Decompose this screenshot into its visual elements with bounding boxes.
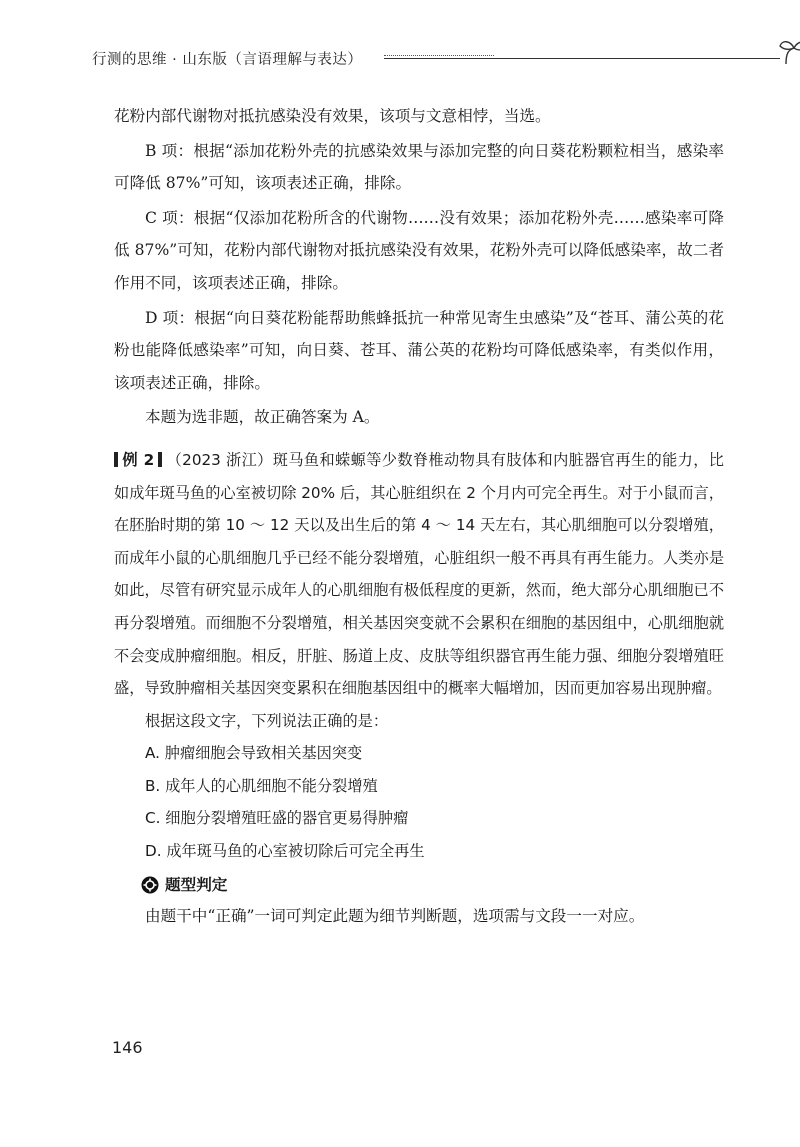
example-tag: 例 2 [122,450,155,469]
judgement-heading-text: 题型判定 [165,875,228,894]
gear-icon [141,876,159,894]
sprout-icon [778,38,800,66]
header-title: 行测的思维 · 山东版（言语理解与表达） [92,52,363,68]
option-d: D. 成年斑马鱼的心室被切除后可完全再生 [145,842,425,861]
analysis-option-b: B 项：根据“添加花粉外壳的抗感染效果与添加完整的向日葵花粉颗粒相当，感染率可降低 87%”可知，该项表述正确，排除。 [114,141,724,193]
example-bar-right [158,452,162,467]
option-b: B. 成年人的心肌细胞不能分裂增殖 [145,776,378,795]
analysis-conclusion: 本题为选非题，故正确答案为 A。 [145,408,380,427]
running-header [92,40,732,76]
judgement-text: 由题干中“正确”一词可判定此题为细节判断题，选项需与文段一一对应。 [145,906,645,925]
analysis-continuation: 花粉内部代谢物对抵抗感染没有效果，该项与文意相悖，当选。 [114,107,551,125]
example-bar-left [114,452,118,467]
example-passage [114,444,724,705]
page-content [114,100,724,932]
option-a: A. 肿瘤细胞会导致相关基因突变 [145,744,363,763]
header-rule [384,58,780,59]
analysis-option-d: D 项：根据“向日葵花粉能帮助熊蜂抵抗一种常见寄生虫感染”及“苍耳、蒲公英的花粉也能降低感染率”可知，向日葵、苍耳、蒲公英的花粉均可降低感染率，有类似作用，该项表述正确，排除。 [114,308,724,392]
example-passage-text: 斑马鱼和蝾螈等少数脊椎动物具有肢体和内脏器官再生的能力，比如成年斑马鱼的心室被切除 20% 后，其心脏组织在 2 个月内可完全再生。对于小鼠而言，在胚胎时期的第 10 ～ 12 天以及出生后的第 4 ～ 14 天左右，其心肌细胞可以分裂增殖，而成年小鼠的心肌细胞几乎已经不能分裂增殖，心脏组织一般不再具有再生能力。人类亦是如此，尽管有研究显示成年人的心肌细胞有极低程度的更新，然而，绝大部分心肌细胞已不再分裂增殖。而细胞不分裂增殖，相关基因突变就不会累积在细胞的基因组中，心肌细胞就不会变成肿瘤细胞。相反，肝脏、肠道上皮、皮肤等组织器官再生能力强、细胞分裂增殖旺盛，导致肿瘤相关基因突变累积在细胞基因组中的概率大幅增加，因而更加容易出现肿瘤。 [114,450,724,698]
example-source: （2023 浙江） [166,450,273,469]
option-c: C. 细胞分裂增殖旺盛的器官更易得肿瘤 [145,809,409,828]
judgement-heading [114,870,724,900]
example-question: 根据这段文字，下列说法正确的是： [145,711,388,730]
page-number: 146 [112,1038,143,1057]
analysis-option-c: C 项：根据“仅添加花粉所含的代谢物……没有效果；添加花粉外壳……感染率可降低 87%”可知，花粉内部代谢物对抵抗感染没有效果，花粉外壳可以降低感染率，故二者作用不同，该项表述正确，排除。 [114,208,724,292]
